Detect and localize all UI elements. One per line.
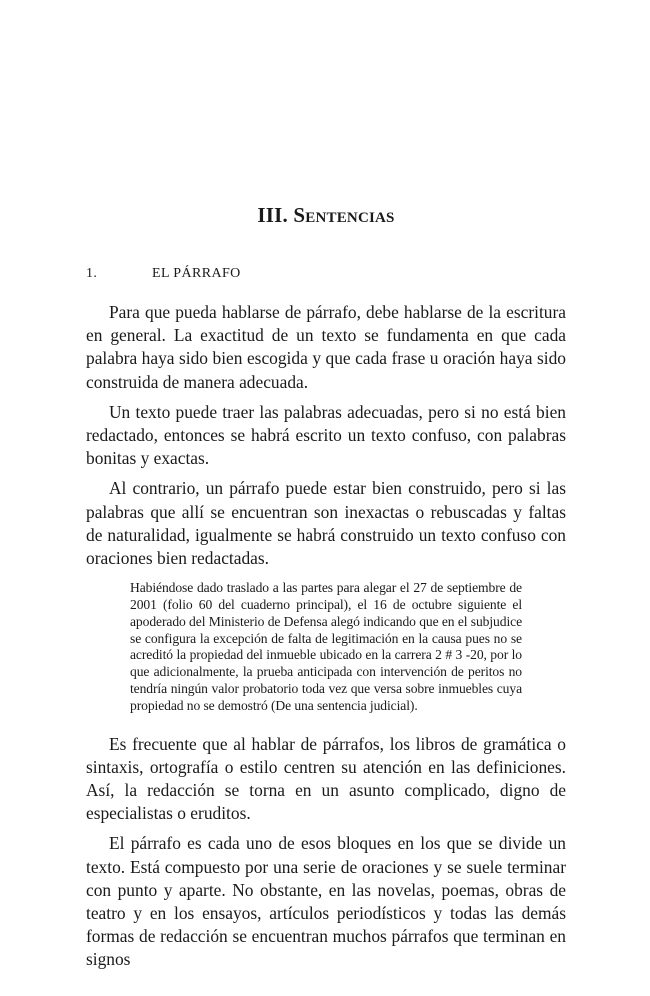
paragraph: El párrafo es cada uno de esos bloques en los que se divide un texto. Está compuesto por una serie de oraciones y se suele terminar con punto y aparte. No obstante, en las novelas, poemas, obras de teatro y en los ensayos, artículos periodísticos y todas las demás formas de redacción se encuentran muchos párrafos que terminan en signos (86, 833, 566, 970)
section-heading (86, 266, 566, 282)
chapter-title (86, 203, 566, 228)
body-text (86, 301, 566, 979)
paragraph: Para que pueda hablarse de párrafo, debe hablarse de la escritura en general. La exactitud de un texto se fundamenta en que cada palabra haya sido bien escogida y que cada frase u oración haya sido construida de manera adecuada. (86, 302, 566, 392)
paragraph: Al contrario, un párrafo puede estar bien construido, pero si las palabras que allí se encuentran son inexactas o rebuscadas y faltas de naturalidad, igualmente se habrá construido un texto confuso con oraciones bien redactadas. (86, 478, 566, 569)
paragraph: Un texto puede traer las palabras adecuadas, pero si no está bien redactado, entonces se habrá escrito un texto confuso, con palabras bonitas y exactas. (86, 401, 566, 469)
section-number: 1. (86, 266, 98, 281)
block-quote: Habiéndose dado traslado a las partes para alegar el 27 de septiembre de 2001 (folio 60 del cuaderno principal), el 16 de octubre siguiente el apoderado del Ministerio de Defensa alegó indicando que en el subjudice se configura la excepción de falta de legitimación en la causa pues no se acreditó la propiedad del inmueble ubicado en la carrera 2 # 3 -20, por lo que adicionalmente, la prueba anticipada con intervención de peritos no tendría ningún valor probatorio toda vez que versa sobre inmuebles cuya propiedad no se demostró (De una sentencia judicial). (130, 580, 522, 713)
section-title: EL PÁRRAFO (152, 266, 241, 281)
paragraph: Es frecuente que al hablar de párrafos, los libros de gramática o sintaxis, ortografía o estilo centren su atención en las definiciones. Así, la redacción se torna en un asunto complicado, digno de especialistas o eruditos. (86, 733, 566, 824)
chapter-title-text: III. Sentencias (257, 203, 395, 227)
